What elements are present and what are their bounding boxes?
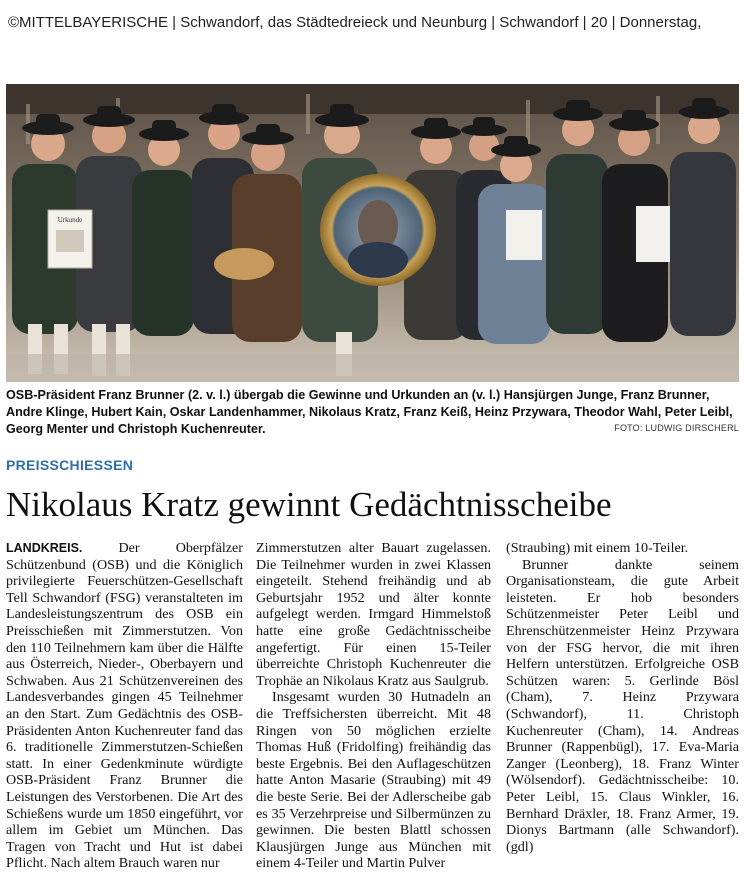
article-paragraph-1 xyxy=(6,540,243,872)
dateline: LANDKREIS. xyxy=(6,541,83,555)
page-header: ©MITTELBAYERISCHE | Schwandorf, das Städtedreieck und Neunburg | Schwandorf | 20 | Donnerstag, xyxy=(8,14,702,31)
article-kicker: PREISSCHIESSEN xyxy=(6,457,134,473)
article-column-3 xyxy=(506,540,739,876)
group-photo-image xyxy=(6,84,739,382)
memorial-target-plate xyxy=(320,174,436,286)
article-headline: Nikolaus Kratz gewinnt Gedächtnisscheibe xyxy=(6,485,612,524)
article-column-2 xyxy=(256,540,491,876)
photo-caption: OSB-Präsident Franz Brunner (2. v. l.) übergab die Gewinne und Urkunden an (v. l.) Hansjürgen Junge, Franz Brunner, Andre Klinge, Hubert Kain, Oskar Landenhammer, Nikolaus Kratz, Franz Keiß, Heinz Przywara, Theodor Wahl, Peter Leibl, Georg Menter und Christoph Kuchenreuter. xyxy=(6,388,733,436)
paragraph-1-text: Der Oberpfälzer Schützenbund (OSB) und die Königlich privilegierte Feuerschützen-Gesellschaft Tell Schwandorf (FSG) veranstalteten im Landesleistungszentrum des OSB ein Preisschießen mit Zimmerstutzen. Von den 110 Teilnehmern kam über die Hälfte aus Österreich, Nieder-, Oberbayern und Schwaben. Aus 21 Schützenvereinen des Landesverbandes gingen 45 Teilnehmer an den Start. Zum Gedächtnis des OSB-Präsidenten Anton Kuchenreuter fand das 6. traditionelle Zimmerstutzen-Schießen statt. In einer Gedenkminute würdigte OSB-Präsident Franz Brunner die Leistungen des Verstorbenen. Die Art des Schießens wurde um 1850 eingeführt, vor allem im Gebiet um München. Das Tragen von Tracht und Hut ist dabei Pflicht. Nach altem Brauch waren nur xyxy=(6,540,243,872)
article-column-1 xyxy=(6,540,243,876)
photo-credit: FOTO: LUDWIG DIRSCHERL xyxy=(614,423,739,433)
certificate xyxy=(48,210,92,268)
group-photo xyxy=(6,84,739,382)
article-paragraph-2: Insgesamt wurden 30 Hutnadeln an die Treffsichersten überreicht. Mit 48 Ringen von 50 möglichen erzielte Thomas Huß (Fridolfing) freihändig das beste Ergebnis. Bei den Auflageschützen hatte Anton Masarie (Straubing) mit 49 die beste Serie. Bei der Adlerscheibe gab es 35 Verzehrpreise und Silbermünzen zu gewinnen. Die besten Blattl schossen Klausjürgen Junge aus München mit einem 4-Teiler und Martin Pulver xyxy=(256,689,491,872)
article-paragraph-3: Brunner dankte seinem Organisationsteam, die gute Arbeit leisteten. Er hob besonders Schützenmeister Peter Leibl und Ehrenschützenmeister Heinz Przywara von der FSG hervor, die mit ihren Helfern unterstützen. Erfolgreiche OSB Schützen waren: 5. Gerlinde Bösl (Cham), 7. Heinz Przywara (Schwandorf), 11. Christoph Kuchenreuter (Cham), 14. Andreas Brunner (Rappenbügl), 17. Eva-Maria Zanger (Leonberg), 18. Franz Winter (Wölsendorf). Gedächtnisscheibe: 10. Peter Leibl, 15. Claus Winkler, 16. Bernhard Dräxler, 18. Franz Armer, 19. Dionys Bartmann (alle Schwandorf). (gdl) xyxy=(506,556,739,855)
article-paragraph-1-continued: Zimmerstutzen alter Bauart zugelassen. Die Teilnehmer wurden in zwei Klassen eingeteilt. Stehend freihändig und ab Geburtsjahr 1952 und älter konnte aufgelegt werden. Irmgard Himmelstoß hatte eine große Gedächtnisscheibe angefertigt. Für einen 15-Teiler überreichte Christoph Kuchenreuter die Trophäe an Nikolaus Kratz aus Saulgrub. xyxy=(256,540,491,689)
svg-text:Urkunde: Urkunde xyxy=(57,216,83,224)
article-paragraph-2-continued: (Straubing) mit einem 10-Teiler. xyxy=(506,540,689,556)
